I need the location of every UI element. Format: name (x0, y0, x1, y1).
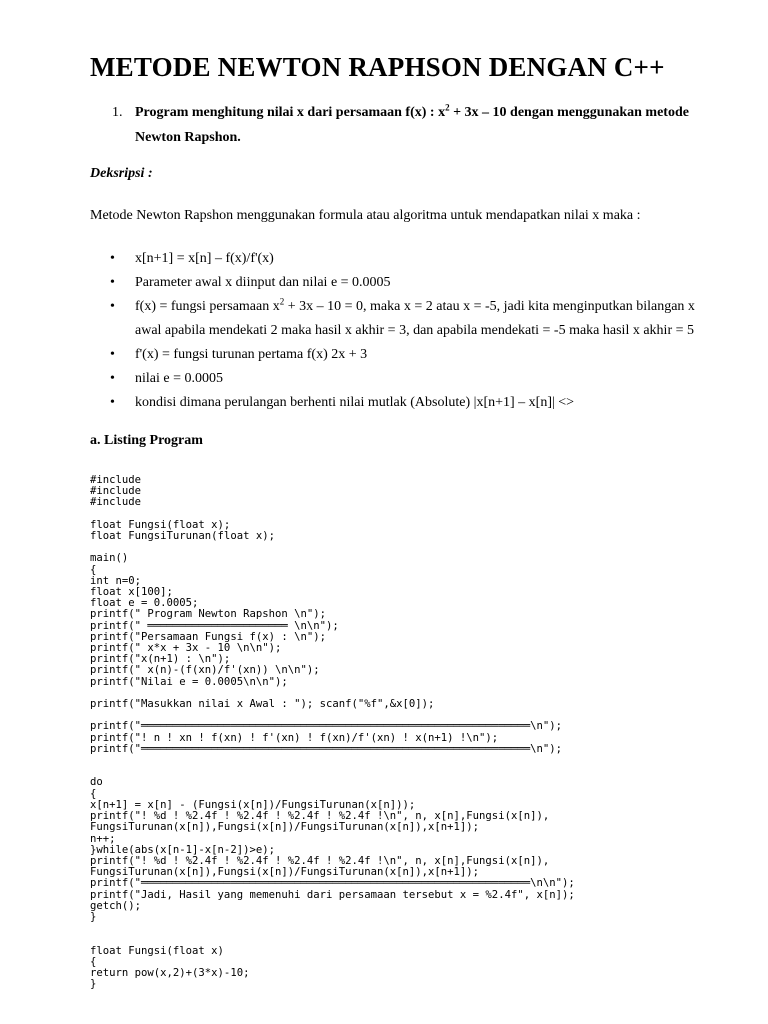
deskripsi-label: Deksripsi : (90, 166, 153, 181)
intro-paragraph: Metode Newton Rapshon menggunakan formula atau algoritma untuk mendapatkan nilai x maka : (90, 208, 641, 223)
list-item: • kondisi dimana perulangan berhenti nilai mutlak (Absolute) |x[n+1] – x[n]| <> (90, 391, 700, 415)
list-item: • f(x) = fungsi persamaan $x^2 + 3x - 10 = 0$, maka x = 2 atau x = -5, jadi kita menginputkan bilangan x awal apabila mendekati 2 maka hasil x akhir = 3, dan apabila mendekati = -5 maka hasil x akhir = 5 (90, 295, 700, 343)
page-title: METODE NEWTON RAPHSON DENGAN C++ (90, 52, 665, 82)
code-listing: #include #include #include float Fungsi(float x); float FungsiTurunan(float x); main() { int n=0; float x[100]; float e = 0.0005; printf(" Program Newton Rapshon \n"); printf(" ══════════════════════ \n\n"); printf("Persamaan Fungsi f(x) : \n"); printf(" x*x + 3x - 10 \n\n"); printf("x(n+1) : \n"); printf(" x(n)-(f(xn)/f'(xn)) \n\n"); printf("Nilai e = 0.0005\n\n"); printf("Masukkan nilai x Awal : "); scanf("%f",&x[0]); printf("═════════════════════════════════════════════════════════════\n"); printf("! n ! xn ! f(xn) ! f'(xn) ! f(xn)/f'(xn) ! x(n+1) !\n"); printf("═════════════════════════════════════════════════════════════\n"); do { x[n+1] = x[n] - (Fungsi(x[n])/FungsiTurunan(x[n])); printf("! %d ! %2.4f ! %2.4f ! %2.4f ! %2.4f !\n", n, x[n],Fungsi(x[n]), FungsiTurunan(x[n]),Fungsi(x[n])/FungsiTurunan(x[n]),x[n+1]); n++; }while(abs(x[n-1]-x[n-2])>e); printf("! %d ! %2.4f ! %2.4f ! %2.4f ! %2.4f !\n", n, x[n],Fungsi(x[n]), FungsiTurunan(x[n]),Fungsi(x[n])/FungsiTurunan(x[n]),x[n+1]); printf("═════════════════════════════════════════════════════════════\n\n"); printf("Jadi, Hasil yang memenuhi dari persamaan tersebut x = %2.4f", x[n]); getch(); } float Fungsi(float x) { return pow(x,2)+(3*x)-10; } (90, 475, 575, 991)
item-text: Program menghitung nilai x dari persamaan f(x) : $x^2 + 3x - 10$ dengan menggunakan metode Newton Rapshon. (135, 102, 689, 145)
item-number: 1. (112, 105, 123, 120)
list-item: • Parameter awal x diinput dan nilai e = 0.0005 (90, 271, 700, 295)
listing-heading: a. Listing Program (90, 433, 203, 448)
list-item: • f'(x) = fungsi turunan pertama f(x) 2x + 3 (90, 343, 700, 367)
list-item: • nilai e = 0.0005 (90, 367, 700, 391)
bullet-list (90, 247, 700, 415)
list-item: • x[n+1] = x[n] – f(x)/f'(x) (90, 247, 700, 271)
